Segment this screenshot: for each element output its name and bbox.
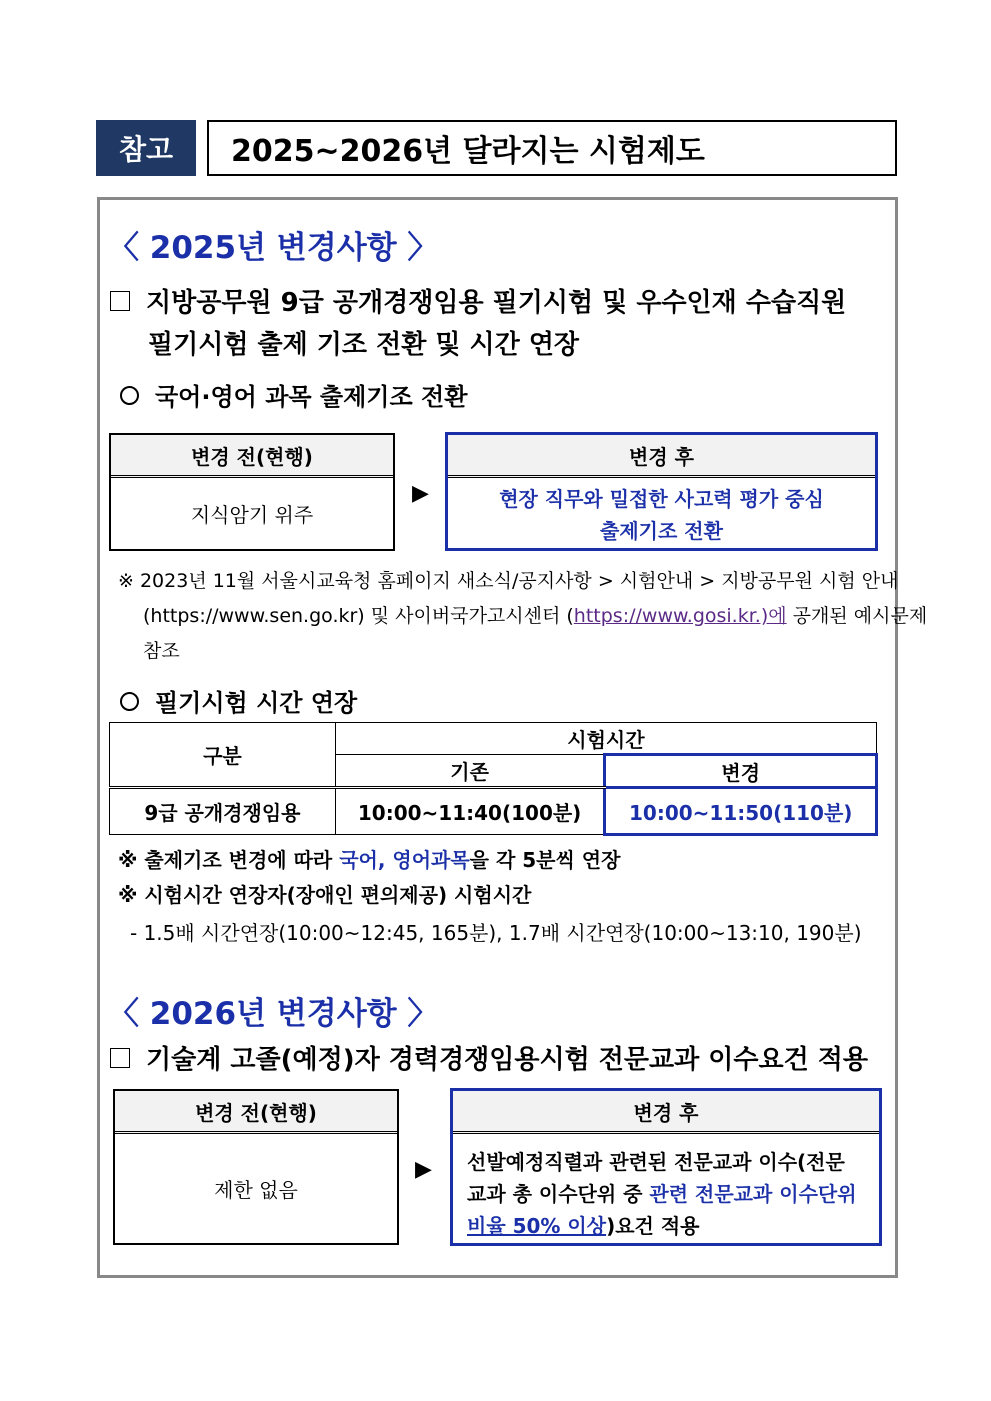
sub-item-time <box>120 683 357 718</box>
table-header-category: 구분 <box>110 723 336 788</box>
after-body-2025-l1: 현장 직무와 밀접한 사고력 평가 중심 <box>499 486 824 511</box>
before-box-2026 <box>113 1089 399 1245</box>
circle-bullet-icon <box>120 692 139 711</box>
after-body-2025 <box>448 478 875 551</box>
note-source-line3: 참조 <box>143 640 180 662</box>
note-extended-times: - 1.5배 시간연장(10:00~12:45, 165분), 1.7배 시간연장(10:00~13:10, 190분) <box>130 921 862 945</box>
note-source-mid: (https://www.sen.go.kr) 및 사이버국가고시센터 ( <box>143 605 574 627</box>
arrow-right-icon: ▶ <box>412 481 429 506</box>
after-2026-line3 <box>467 1210 879 1242</box>
reference-tag: 참고 <box>96 120 196 176</box>
after-2026-line3-suffix: )요건 적용 <box>606 1214 700 1238</box>
after-box-2025 <box>445 432 878 551</box>
note-extension-subjects: 국어, 영어과목 <box>339 848 470 872</box>
sub-item-format-text: 국어·영어 과목 출제기조 전환 <box>155 383 468 411</box>
table-row-label: 9급 공개경쟁임용 <box>110 788 336 835</box>
sub-item-time-text: 필기시험 시간 연장 <box>155 689 358 717</box>
after-2026-line2 <box>467 1178 879 1210</box>
after-2026-line1: 선발예정직렬과 관련된 전문교과 이수(전문 <box>467 1150 845 1174</box>
item-2025-text1: 지방공무원 9급 공개경쟁임용 필기시험 및 우수인재 수습직원 <box>146 288 847 318</box>
exam-time-table <box>109 722 878 836</box>
table-row-old: 10:00~11:40(100분) <box>335 788 605 835</box>
after-head-2025: 변경 후 <box>448 435 875 478</box>
table-header-new: 변경 <box>605 755 877 788</box>
item-2026-text: 기술계 고졸(예정)자 경력경쟁임용시험 전문교과 이수요건 적용 <box>146 1045 869 1075</box>
before-head-2025: 변경 전(현행) <box>111 435 393 478</box>
note-source-line2 <box>143 599 928 634</box>
after-box-2026 <box>450 1088 882 1246</box>
after-body-2025-l2: 출제기조 전환 <box>600 518 723 543</box>
item-2025-line1 <box>110 282 846 324</box>
item-2026 <box>110 1039 868 1081</box>
after-head-2026: 변경 후 <box>453 1091 879 1134</box>
after-2026-ratio: 비율 50% 이상 <box>467 1214 607 1238</box>
sub-item-format <box>120 377 467 412</box>
page-title: 2025~2026년 달라지는 시험제도 <box>207 120 897 176</box>
note-source-suffix: 공개된 예시문제 <box>786 605 928 627</box>
before-box-2025 <box>109 433 395 551</box>
before-body-2026: 제한 없음 <box>214 1177 298 1202</box>
after-2026-line2-blue: 관련 전문교과 이수단위 <box>649 1182 857 1206</box>
section-heading-2025: 〈 2025년 변경사항 〉 <box>108 230 439 266</box>
note-source-line1: ※ 2023년 11월 서울시교육청 홈페이지 새소식/공지사항 > 시험안내 > 지방공무원 시험 안내 <box>118 570 899 592</box>
item-2025-line2: 필기시험 출제 기조 전환 및 시간 연장 <box>148 330 580 360</box>
before-body-2025: 지식암기 위주 <box>190 502 314 527</box>
note-extension-prefix: ※ 출제기조 변경에 따라 <box>118 848 340 872</box>
table-header-old: 기존 <box>335 755 605 788</box>
after-body-2026 <box>453 1134 879 1242</box>
gosi-link[interactable]: https://www.gosi.kr.)에 <box>573 605 787 627</box>
section-heading-2026: 〈 2026년 변경사항 〉 <box>108 996 439 1032</box>
after-2026-line2-prefix: 교과 총 이수단위 중 <box>467 1182 650 1206</box>
before-head-2026: 변경 전(현행) <box>115 1091 397 1134</box>
circle-bullet-icon <box>120 386 139 405</box>
checkbox-icon <box>110 291 130 311</box>
table-header-time: 시험시간 <box>335 723 876 755</box>
table-row-new: 10:00~11:50(110분) <box>605 788 877 835</box>
note-extension <box>118 843 620 878</box>
arrow-right-icon: ▶ <box>415 1157 432 1182</box>
note-disability: ※ 시험시간 연장자(장애인 편의제공) 시험시간 <box>118 883 532 907</box>
checkbox-icon <box>110 1048 130 1068</box>
note-extension-suffix: 을 각 5분씩 연장 <box>469 848 621 872</box>
